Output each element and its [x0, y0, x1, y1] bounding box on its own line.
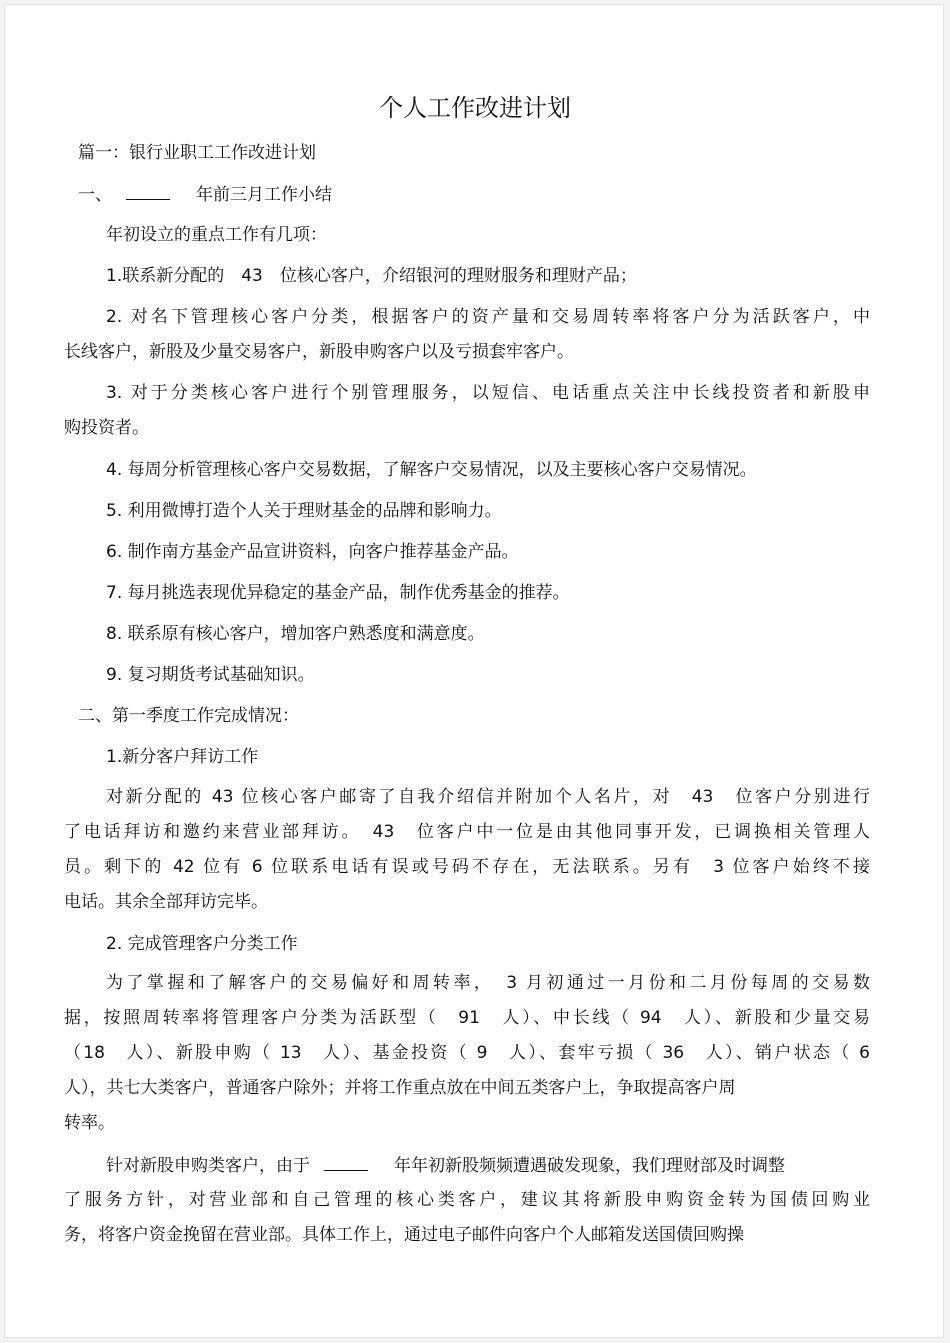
- list-item-continued: 购投资者。: [64, 418, 149, 438]
- list-item: 9. 复习期货考试基础知识。: [106, 665, 315, 685]
- list-item: 6. 制作南方基金产品宣讲资料，向客户推荐基金产品。: [106, 542, 519, 562]
- paragraph-text-end: 年年初新股频频遭遇破发现象，我们理财部及时调整: [394, 1156, 785, 1176]
- paragraph-line: 电话。其余全部拜访完毕。: [64, 892, 268, 912]
- section-heading: 篇一：银行业职工工作改进计划: [78, 143, 316, 163]
- list-item: 7. 每月挑选表现优异稳定的基金产品，制作优秀基金的推荐。: [106, 583, 570, 603]
- paragraph-line: 对新分配的 43 位核心客户邮寄了自我介绍信并附加个人名片，对 43 位客户分别进行: [106, 787, 870, 807]
- list-item: 2. 对名下管理核心客户分类，根据客户的资产量和交易周转率将客户分为活跃客户，中: [106, 307, 870, 327]
- paragraph-line: 转率。: [64, 1113, 115, 1133]
- list-item-continued: 长线客户，新股及少量交易客户，新股申购客户以及亏损套牢客户。: [64, 342, 574, 362]
- paragraph-line: 员。剩下的 42 位有 6 位联系电话有误或号码不存在，无法联系。另有 3 位客户始终不接: [64, 857, 870, 877]
- paragraph-line: 据，按照周转率将管理客户分类为活跃型（ 91 人）、中长线（ 94 人）、新股和少量交易: [64, 1008, 870, 1028]
- list-item: 3. 对于分类核心客户进行个别管理服务，以短信、电话重点关注中长线投资者和新股申: [106, 383, 870, 403]
- paragraph-text-start: 针对新股申购类客户，由于: [106, 1156, 310, 1176]
- heading-number: 一、: [78, 185, 112, 205]
- section-heading: 二、第一季度工作完成情况：: [78, 706, 299, 726]
- paragraph-line-with-blank: [106, 1153, 785, 1178]
- paragraph-line: 为了掌握和了解客户的交易偏好和周转率， 3 月初通过一月份和二月份每周的交易数: [106, 973, 870, 993]
- list-item: 5. 利用微博打造个人关于理财基金的品牌和影响力。: [106, 501, 502, 521]
- paragraph-line: （18 人）、新股申购（ 13 人）、基金投资（ 9 人）、套牢亏损（ 36 人）、销户状态（ 6: [64, 1043, 870, 1063]
- paragraph-line: 务，将客户资金挽留在营业部。具体工作上，通过电子邮件向客户个人邮箱发送国债回购操: [64, 1225, 744, 1245]
- document-page: [4, 4, 944, 1338]
- list-item: 4. 每周分析管理核心客户交易数据，了解客户交易情况，以及主要核心客户交易情况。: [106, 460, 757, 480]
- heading-text: 年前三月工作小结: [196, 185, 332, 205]
- paragraph-line: 了电话拜访和邀约来营业部拜访。 43 位客户中一位是由其他同事开发，已调换相关管理人: [64, 822, 870, 842]
- subsection-heading: 2. 完成管理客户分类工作: [106, 934, 298, 954]
- year-blank: [126, 182, 170, 200]
- paragraph-line: 人），共七大类客户，普通客户除外；并将工作重点放在中间五类客户上，争取提高客户周: [64, 1078, 736, 1098]
- paragraph-line: 年初设立的重点工作有几项：: [106, 225, 327, 245]
- paragraph-line: 了服务方针，对营业部和自己管理的核心类客户，建议其将新股申购资金转为国债回购业: [64, 1190, 870, 1210]
- list-item: 8. 联系原有核心客户，增加客户熟悉度和满意度。: [106, 624, 485, 644]
- list-item: 1.联系新分配的 43 位核心客户，介绍银河的理财服务和理财产品；: [106, 266, 637, 286]
- section-heading-year-summary: [78, 182, 332, 207]
- year-blank: [324, 1153, 368, 1171]
- subsection-heading: 1.新分客户拜访工作: [106, 747, 259, 767]
- document-title: 个人工作改进计划: [379, 94, 571, 122]
